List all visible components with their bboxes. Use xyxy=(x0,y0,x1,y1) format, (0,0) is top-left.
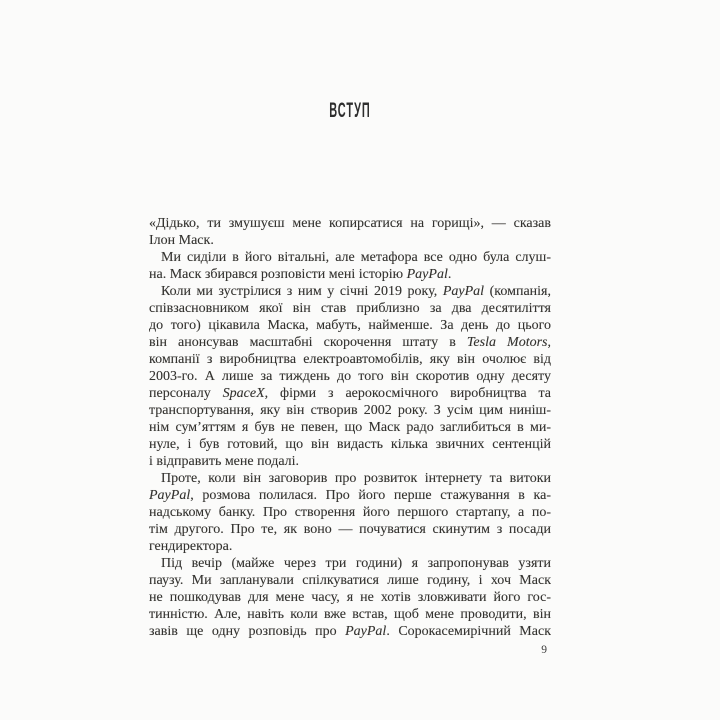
text-segment: Коли ми зустрілися з ним у січні 2019 року, xyxy=(161,284,443,299)
text-segment: персоналу xyxy=(149,386,223,401)
text-segment: «Дідько, ти змушуєш мене копирсатися на горищі», — сказав xyxy=(149,216,551,231)
text-segment: надському банку. Про створення його першого стартапу, а по- xyxy=(149,505,551,520)
text-segment: тім другого. Про те, як воно — почуватися скинутим з посади xyxy=(149,522,551,537)
text-segment: Ілон Маск. xyxy=(149,233,214,248)
italic-text-segment: Tesla Motors xyxy=(466,335,548,350)
text-line xyxy=(149,453,551,470)
text-line xyxy=(149,538,551,555)
text-line xyxy=(149,283,551,300)
text-line xyxy=(149,555,551,572)
text-line xyxy=(149,334,551,351)
text-segment: , розмова полилася. Про його перше стажування в ка- xyxy=(190,488,551,503)
text-line xyxy=(149,249,551,266)
text-segment: Під вечір (майже через три години) я запропонував узяти xyxy=(161,556,551,571)
text-line xyxy=(149,215,551,232)
text-segment: компанії з виробництва електроавтомобілів, яку він очолює від xyxy=(149,352,551,367)
text-segment: до того) цікавила Маска, мабуть, найменше. За день до цього xyxy=(149,318,551,333)
text-segment: нуле, і був готовий, що він видасть кілька звичних сентенцій xyxy=(149,437,551,452)
chapter-heading xyxy=(149,100,551,122)
text-line xyxy=(149,504,551,521)
text-line xyxy=(149,436,551,453)
text-segment: і відправить мене подалі. xyxy=(149,454,300,469)
page-number: 9 xyxy=(541,644,547,656)
text-line xyxy=(149,351,551,368)
text-segment: Проте, коли він заговорив про розвиток інтернету та витоки xyxy=(161,471,551,486)
text-line xyxy=(149,232,551,249)
text-segment: на. Маск збирався розповісти мені історію xyxy=(149,267,407,282)
text-segment: гендиректора. xyxy=(149,539,233,554)
text-segment: 2003-го. А лише за тиждень до того він скоротив одну десяту xyxy=(149,369,551,384)
text-line xyxy=(149,419,551,436)
italic-text-segment: PayPal xyxy=(442,284,485,299)
text-line xyxy=(149,368,551,385)
text-segment: співзасновником якої він став приблизно за два десятиліття xyxy=(149,301,551,316)
text-segment: . Сорокасемирічний Маск xyxy=(386,624,551,639)
text-line xyxy=(149,385,551,402)
text-line xyxy=(149,402,551,419)
text-line xyxy=(149,572,551,589)
text-segment: транспортування, яку він створив 2002 року. З усім цим ниніш- xyxy=(149,403,551,418)
text-line xyxy=(149,300,551,317)
italic-text-segment: PayPal xyxy=(406,267,448,282)
text-line xyxy=(149,589,551,606)
text-segment: паузу. Ми запланували спілкуватися лише годину, і хоч Маск xyxy=(149,573,551,588)
text-segment: нім сум’яттям я був не певен, що Маск радо заглибиться в ми- xyxy=(149,420,551,435)
text-segment: завів ще одну розповідь про xyxy=(149,624,346,639)
text-segment: (компанія, xyxy=(484,284,551,299)
text-line xyxy=(149,623,551,640)
body-text xyxy=(149,215,551,640)
italic-text-segment: SpaceX xyxy=(222,386,265,401)
text-line xyxy=(149,606,551,623)
text-line xyxy=(149,470,551,487)
text-segment: тинністю. Але, навіть коли вже встав, щоб мене проводити, він xyxy=(149,607,551,622)
text-segment: , xyxy=(547,335,551,350)
text-segment: не пошкодував для мене часу, я не хотів зловживати його гос- xyxy=(149,590,551,605)
text-segment: Ми сиділи в його вітальні, але метафора все одно була слуш- xyxy=(161,250,551,265)
text-segment: він анонсував масштабні скорочення штату в xyxy=(149,335,467,350)
text-line xyxy=(149,521,551,538)
text-segment: . xyxy=(447,267,452,282)
text-segment: , фірми з аерокосмічного виробництва та xyxy=(264,386,551,401)
italic-text-segment: PayPal xyxy=(345,624,387,639)
text-line xyxy=(149,317,551,334)
chapter-heading-text: ВСТУП xyxy=(329,99,371,122)
text-line xyxy=(149,266,551,283)
italic-text-segment: PayPal xyxy=(149,488,191,503)
text-line xyxy=(149,487,551,504)
